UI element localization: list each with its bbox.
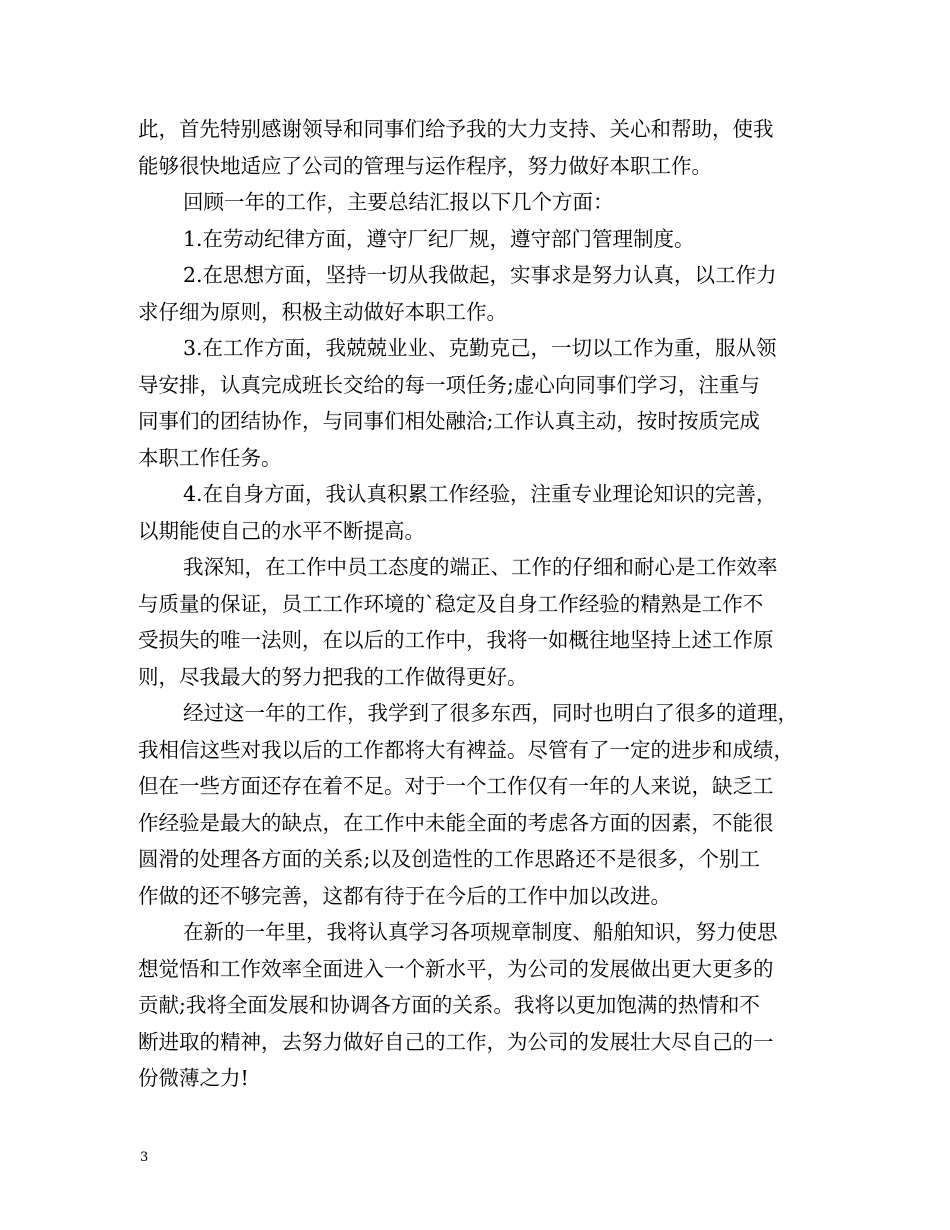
text-line: 以期能使自己的水平不断提高。 — [138, 518, 425, 543]
text-line: 圆滑的处理各方面的关系;以及创造性的工作思路还不是很多，个别工 — [138, 847, 760, 871]
text-line: 受损失的唯一法则，在以后的工作中，我将一如概往地坚持上述工作原 — [138, 628, 774, 652]
text-line: 能够很快地适应了公司的管理与运作程序，努力做好本职工作。 — [138, 153, 712, 178]
text-line: 3.在工作方面，我兢兢业业、克勤克己，一切以工作为重，服从领 — [183, 336, 777, 360]
text-line: 与质量的保证，员工工作环境的`稳定及自身工作经验的精熟是工作不 — [138, 591, 764, 616]
text-line: 在新的一年里，我将认真学习各项规章制度、船舶知识，努力使思 — [183, 920, 778, 944]
page-number: 3 — [140, 1150, 149, 1165]
text-line: 本职工作任务。 — [138, 445, 282, 470]
text-line: 同事们的团结协作，与同事们相处融洽;工作认真主动，按时按质完成 — [138, 409, 760, 433]
text-line: 此，首先特别感谢领导和同事们给予我的大力支持、关心和帮助，使我 — [138, 117, 774, 141]
text-line: 1.在劳动纪律方面，遵守厂纪厂规，遵守部门管理制度。 — [183, 226, 695, 251]
text-line: 经过这一年的工作，我学到了很多东西，同时也明白了很多的道理， — [183, 701, 798, 725]
text-line: 作做的还不够完善，这都有待于在今后的工作中加以改进。 — [138, 883, 671, 908]
text-line: 2.在思想方面，坚持一切从我做起，实事求是努力认真，以工作力 — [183, 263, 777, 287]
text-line: 份微薄之力! — [138, 1066, 249, 1090]
text-line: 求仔细为原则，积极主动做好本职工作。 — [138, 299, 507, 324]
text-line: 回顾一年的工作，主要总结汇报以下几个方面： — [183, 190, 614, 214]
text-line: 作经验是最大的缺点，在工作中未能全面的考虑各方面的因素，不能很 — [138, 810, 774, 835]
text-line: 我深知，在工作中员工态度的端正、工作的仔细和耐心是工作效率 — [183, 555, 778, 579]
text-line: 但在一些方面还存在着不足。对于一个工作仅有一年的人来说，缺乏工 — [138, 774, 774, 798]
text-line: 4.在自身方面，我认真积累工作经验，注重专业理论知识的完善， — [183, 482, 777, 506]
text-line: 断进取的精神，去努力做好自己的工作，为公司的发展壮大尽自己的一 — [138, 1029, 774, 1054]
text-line: 贡献;我将全面发展和协调各方面的关系。我将以更加饱满的热情和不 — [138, 993, 760, 1017]
text-line: 想觉悟和工作效率全面进入一个新水平，为公司的发展做出更大更多的 — [138, 956, 774, 981]
text-line: 导安排，认真完成班长交给的每一项任务;虚心向同事们学习，注重与 — [138, 372, 760, 397]
text-line: 我相信这些对我以后的工作都将大有裨益。尽管有了一定的进步和成绩， — [138, 737, 794, 762]
document-body — [138, 111, 828, 1097]
text-line: 则，尽我最大的努力把我的工作做得更好。 — [138, 664, 528, 689]
